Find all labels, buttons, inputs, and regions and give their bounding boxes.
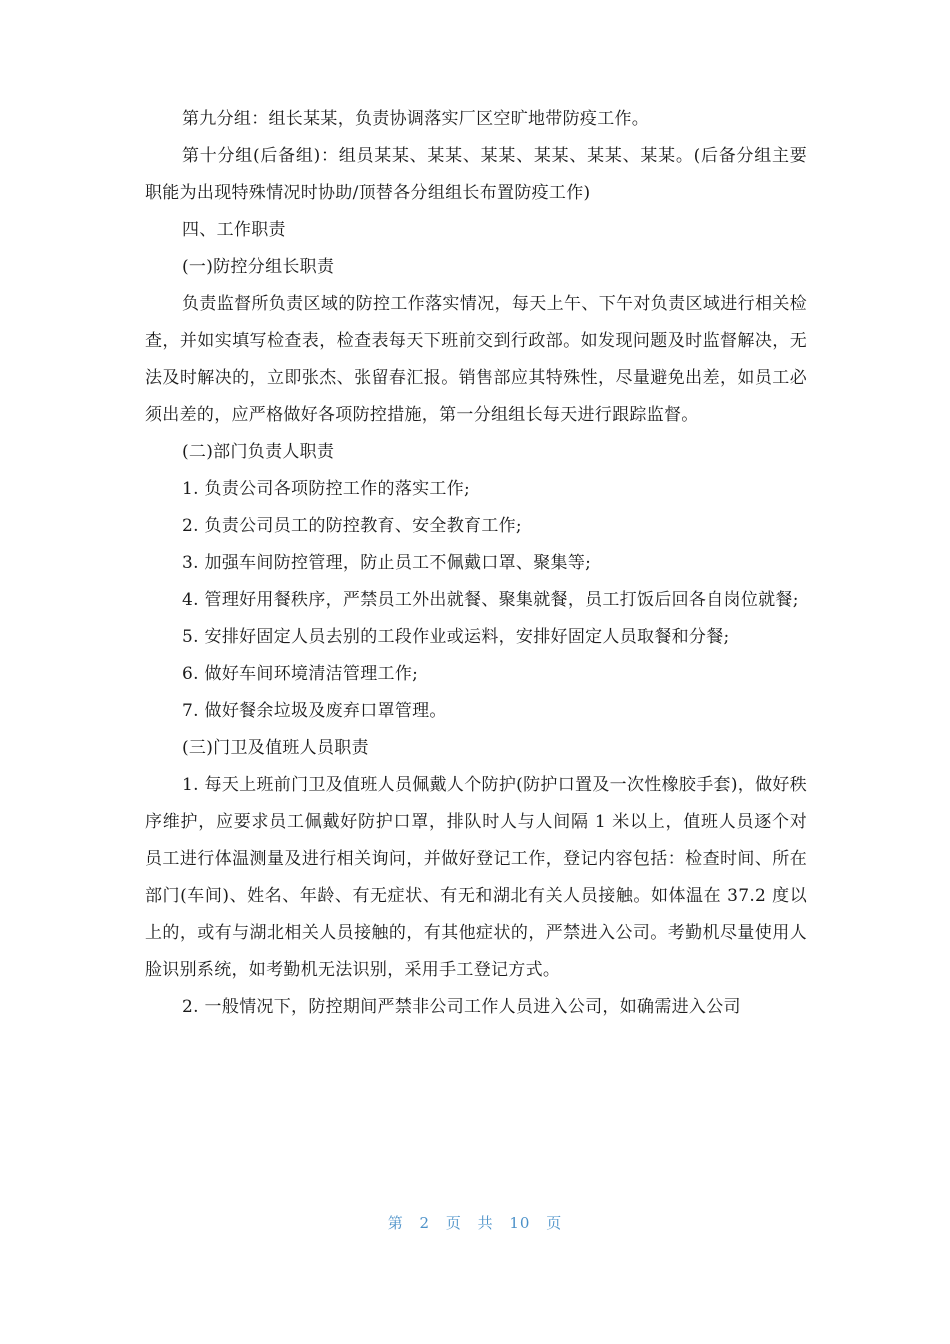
list-item-dept-2: 2. 负责公司员工的防控教育、安全教育工作; (182, 516, 522, 536)
list-item-dept-4: 4. 管理好用餐秩序，严禁员工外出就餐、聚集就餐，员工打饭后回各自岗位就餐; (182, 590, 799, 610)
paragraph-group-leader-duties: 负责监督所负责区域的防控工作落实情况，每天上午、下午对负责区域进行相关检查，并如实填写检查表，检查表每天下班前交到行政部。如发现问题及时监督解决，无法及时解决的，立即张杰、张留春汇报。销售部应其特殊性，尽量避免出差，如员工必须出差的，应严格做好各项防控措施，第一分组组长每天进行跟踪监督。 (145, 294, 807, 425)
subheading-guard-duties: (三)门卫及值班人员职责 (182, 738, 369, 758)
page-number-footer: 第 2 页 共 10 页 (387, 1214, 563, 1232)
subheading-department-head-duties: (二)部门负责人职责 (182, 442, 335, 462)
list-item-dept-5: 5. 安排好固定人员去别的工段作业或运料，安排好固定人员取餐和分餐; (182, 627, 730, 647)
list-item-guard-1: 1. 每天上班前门卫及值班人员佩戴人个防护(防护口置及一次性橡胶手套)，做好秩序维护，应要求员工佩戴好防护口罩，排队时人与人间隔 1 米以上，值班人员逐个对员工进行体温测量及进行相关询问，并做好登记工作，登记内容包括：检查时间、所在部门(车间)、姓名、年龄、有无症状、有无和湖北有关人员接触。如体温在 37.2 度以上的，或有与湖北相关人员接触的，有其他症状的，严禁进入公司。考勤机尽量使用人脸识别系统，如考勤机无法识别，采用手工登记方式。 (145, 775, 807, 980)
list-item-guard-2: 2. 一般情况下，防控期间严禁非公司工作人员进入公司，如确需进入公司 (182, 997, 741, 1017)
list-item-dept-7: 7. 做好餐余垃圾及废弃口罩管理。 (182, 701, 447, 721)
paragraph-group-nine: 第九分组：组长某某，负责协调落实厂区空旷地带防疫工作。 (182, 109, 650, 129)
list-item-dept-1: 1. 负责公司各项防控工作的落实工作; (182, 479, 471, 499)
section-heading-duties: 四、工作职责 (182, 220, 286, 240)
paragraph-group-ten: 第十分组(后备组)：组员某某、某某、某某、某某、某某、某某。(后备分组主要职能为出现特殊情况时协助/顶替各分组组长布置防疫工作) (145, 146, 807, 203)
list-item-dept-6: 6. 做好车间环境清洁管理工作; (182, 664, 419, 684)
subheading-group-leader-duties: (一)防控分组长职责 (182, 257, 335, 277)
list-item-dept-3: 3. 加强车间防控管理，防止员工不佩戴口罩、聚集等; (182, 553, 592, 573)
document-body (145, 101, 807, 1026)
